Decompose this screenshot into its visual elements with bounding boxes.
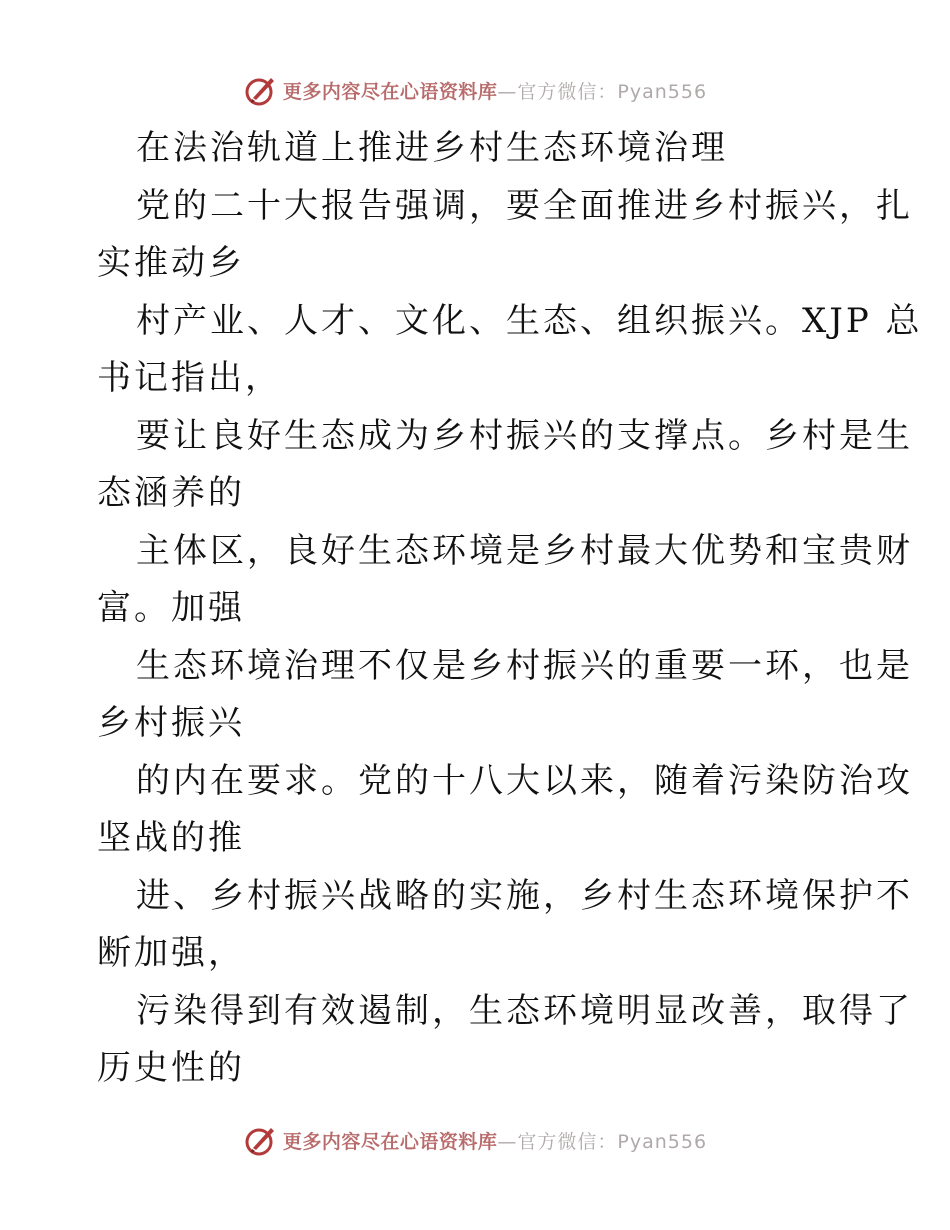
text-line: 主体区，良好生态环境是乡村最大优势和宝贵财 bbox=[136, 530, 913, 571]
text-line: 断加强， bbox=[97, 933, 245, 973]
text-line: 坚战的推 bbox=[97, 818, 245, 858]
text-line: 历史性的 bbox=[97, 1048, 245, 1088]
text-line: 乡村振兴 bbox=[97, 703, 245, 743]
document-title: 在法治轨道上推进乡村生态环境治理 bbox=[136, 128, 728, 168]
text-line: 党的二十大报告强调，要全面推进乡村振兴，扎 bbox=[136, 185, 913, 226]
text-line: 的内在要求。党的十八大以来，随着污染防治攻 bbox=[136, 760, 913, 801]
text-line: 书记指出， bbox=[97, 358, 282, 398]
document-body bbox=[97, 120, 923, 1098]
text-line: 进、乡村振兴战略的实施，乡村生态环境保护不 bbox=[136, 875, 913, 916]
text-line: 态涵养的 bbox=[97, 473, 245, 513]
quill-logo-icon bbox=[243, 72, 279, 108]
watermark-text: 更多内容尽在心语资料库 bbox=[282, 1130, 498, 1153]
text-line: 村产业、人才、文化、生态、组织振兴。XJP 总 bbox=[136, 300, 923, 341]
text-line: 污染得到有效遏制，生态环境明显改善，取得了 bbox=[136, 990, 913, 1031]
watermark-contact: —官方微信：Pyan556 bbox=[497, 80, 708, 103]
text-line: 要让良好生态成为乡村振兴的支撑点。乡村是生 bbox=[136, 415, 913, 456]
header-watermark bbox=[0, 70, 950, 110]
text-line: 实推动乡 bbox=[97, 243, 245, 283]
footer-watermark bbox=[0, 1120, 950, 1160]
watermark-contact: —官方微信：Pyan556 bbox=[497, 1130, 708, 1153]
quill-logo-icon bbox=[243, 1122, 279, 1158]
watermark-text: 更多内容尽在心语资料库 bbox=[282, 80, 498, 103]
text-line: 生态环境治理不仅是乡村振兴的重要一环，也是 bbox=[136, 645, 913, 686]
text-line: 富。加强 bbox=[97, 588, 245, 628]
